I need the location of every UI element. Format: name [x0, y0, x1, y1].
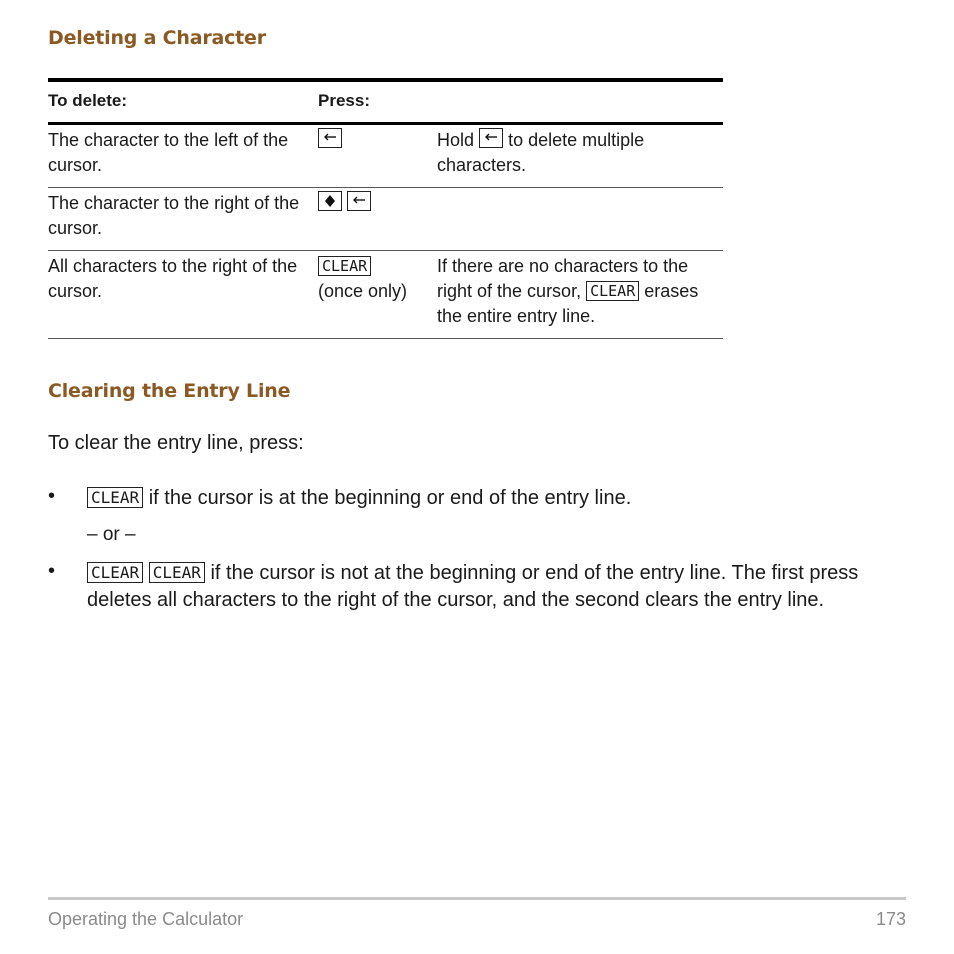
clear-key: CLEAR: [149, 562, 205, 583]
list-item-text: if the cursor is not at the beginning or end of the entry line. The first press deletes all characters to the right of the cursor, and the second clears the entry line.: [87, 562, 859, 611]
table-cell-note: [437, 124, 723, 188]
bullet-marker: •: [48, 485, 56, 507]
section-heading-clearing: Clearing the Entry Line: [48, 380, 291, 402]
page-number: 173: [875, 909, 906, 929]
table-row: [48, 124, 723, 188]
column-header-notes: [437, 80, 723, 124]
table-cell-press: [318, 188, 437, 251]
column-header-to-delete: To delete:: [48, 80, 318, 124]
or-separator: – or –: [87, 524, 136, 545]
footer-chapter-title: Operating the Calculator: [48, 909, 244, 929]
clear-key: CLEAR: [87, 562, 143, 583]
clear-key: CLEAR: [318, 256, 371, 276]
footer-divider: [48, 897, 906, 900]
table-row: [48, 188, 723, 251]
backspace-key-icon: [318, 128, 342, 148]
note-text-before: If there are no characters to the right of the cursor,: [437, 256, 689, 301]
table-cell-press: [318, 124, 437, 188]
table-cell-note: [437, 251, 723, 339]
clear-key: CLEAR: [87, 487, 143, 508]
diamond-key-icon: [318, 191, 342, 211]
note-text-after: to delete multiple characters.: [437, 130, 645, 175]
note-text-after: erases the entire entry line.: [437, 281, 699, 326]
note-text-before: Hold: [437, 130, 475, 150]
table-cell-note: [437, 188, 723, 251]
backspace-key-icon: [347, 191, 371, 211]
press-suffix: (once only): [318, 281, 408, 301]
table-cell-what: The character to the left of the cursor.: [48, 124, 318, 188]
list-item: [87, 485, 917, 512]
table-cell-what: The character to the right of the cursor.: [48, 188, 318, 251]
list-item-text: if the cursor is at the beginning or end of the entry line.: [148, 487, 632, 509]
table-row: [48, 251, 723, 339]
bullet-marker: •: [48, 560, 56, 582]
section-heading-deleting: Deleting a Character: [48, 27, 266, 49]
table-cell-what: All characters to the right of the cursor.: [48, 251, 318, 339]
backspace-key-icon: [479, 128, 503, 148]
intro-text: To clear the entry line, press:: [48, 432, 304, 454]
column-header-press: Press:: [318, 80, 437, 124]
clear-key: CLEAR: [586, 281, 639, 301]
list-item: [87, 560, 917, 614]
table-header-row: [48, 80, 723, 124]
delete-keys-table: [48, 78, 723, 339]
table-cell-press: [318, 251, 437, 339]
